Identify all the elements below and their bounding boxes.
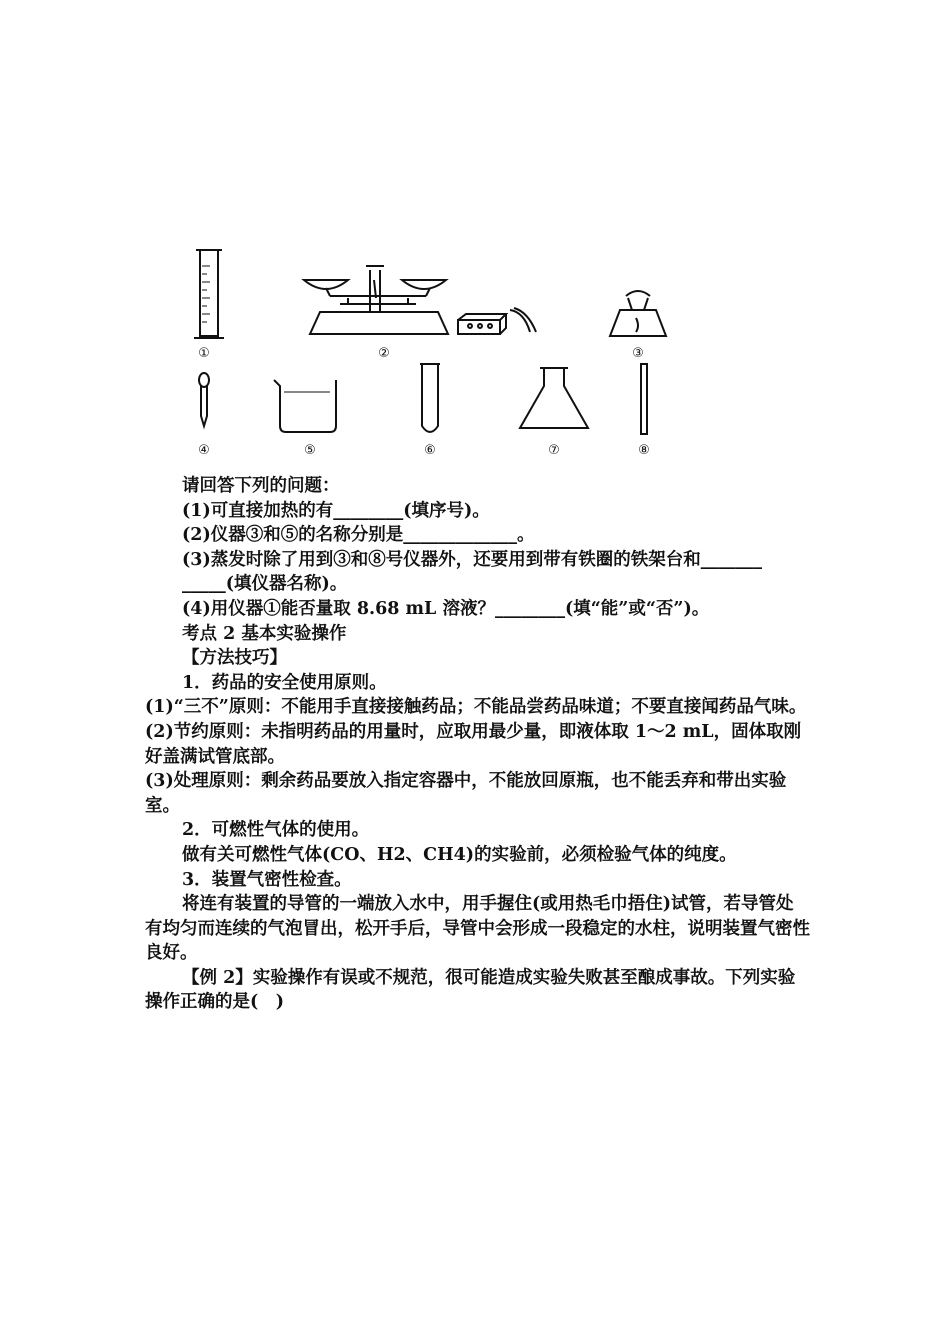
question-3: (3)蒸发时除了用到③和⑧号仪器外，还要用到带有铁圈的铁架台和_______ [182, 549, 762, 570]
document-body [145, 474, 810, 1015]
question-4: (4)用仪器①能否量取 8.68 mL 溶液？________(填“能”或“否”)。 [182, 598, 710, 619]
figure-label-4: ④ [198, 443, 210, 458]
conical-flask-icon [520, 368, 588, 428]
question-intro: 请回答下列的问题： [182, 476, 340, 496]
tweezers-icon [510, 308, 536, 332]
figure-label-1: ① [198, 346, 210, 361]
figure-label-8: ⑧ [638, 443, 650, 458]
figure-label-5: ⑤ [304, 443, 316, 458]
balance-icon [304, 266, 448, 334]
lab-apparatus-figure [180, 240, 700, 465]
point-1-heading: 1．药品的安全使用原则。 [182, 672, 387, 693]
weights-box-icon [458, 314, 506, 334]
question-1: (1)可直接加热的有________(填序号)。 [182, 500, 490, 521]
question-3-continued: _____(填仪器名称)。 [182, 574, 348, 595]
dropper-icon [199, 373, 209, 426]
point-3-heading: 3．装置气密性检查。 [182, 869, 352, 890]
question-2: (2)仪器③和⑤的名称分别是_____________。 [182, 525, 535, 546]
example-2: 【例 2】实验操作有误或不规范，很可能造成实验失败甚至酿成事故。下列实验操作正确的是( ) [145, 967, 796, 1013]
point-2-heading: 2．可燃性气体的使用。 [182, 820, 370, 841]
glass-rod-icon [641, 364, 647, 434]
apparatus-drawing [180, 240, 700, 465]
principle-2: (2)节约原则：未指明药品的用量时，应取用最少量，即液体取 1～2 mL，固体取刚好盖满试管底部。 [145, 721, 802, 767]
section-heading: 考点 2 基本实验操作 [182, 623, 347, 644]
evaporating-dish-icon [610, 291, 666, 336]
figure-label-2: ② [378, 346, 390, 361]
point-2-text: 做有关可燃性气体(CO、H2、CH4)的实验前，必须检验气体的纯度。 [182, 844, 737, 865]
figure-label-6: ⑥ [424, 443, 436, 458]
principle-1: (1)“三不”原则：不能用手直接接触药品；不能品尝药品味道；不要直接闻药品气味。 [145, 697, 807, 718]
graduated-cylinder-icon [194, 250, 224, 338]
figure-label-7: ⑦ [548, 443, 560, 458]
figure-label-3: ③ [632, 346, 644, 361]
point-3-text: 将连有装置的导管的一端放入水中，用手握住(或用热毛巾捂住)试管，若导管处有均匀而连续的气泡冒出，松开手后，导管中会形成一段稳定的水柱，说明装置气密性良好。 [145, 894, 810, 964]
test-tube-icon [420, 364, 440, 432]
method-heading: 【方法技巧】 [182, 648, 287, 669]
beaker-icon [274, 380, 336, 432]
principle-3: (3)处理原则：剩余药品要放入指定容器中，不能放回原瓶，也不能丢弃和带出实验室。 [145, 771, 787, 816]
